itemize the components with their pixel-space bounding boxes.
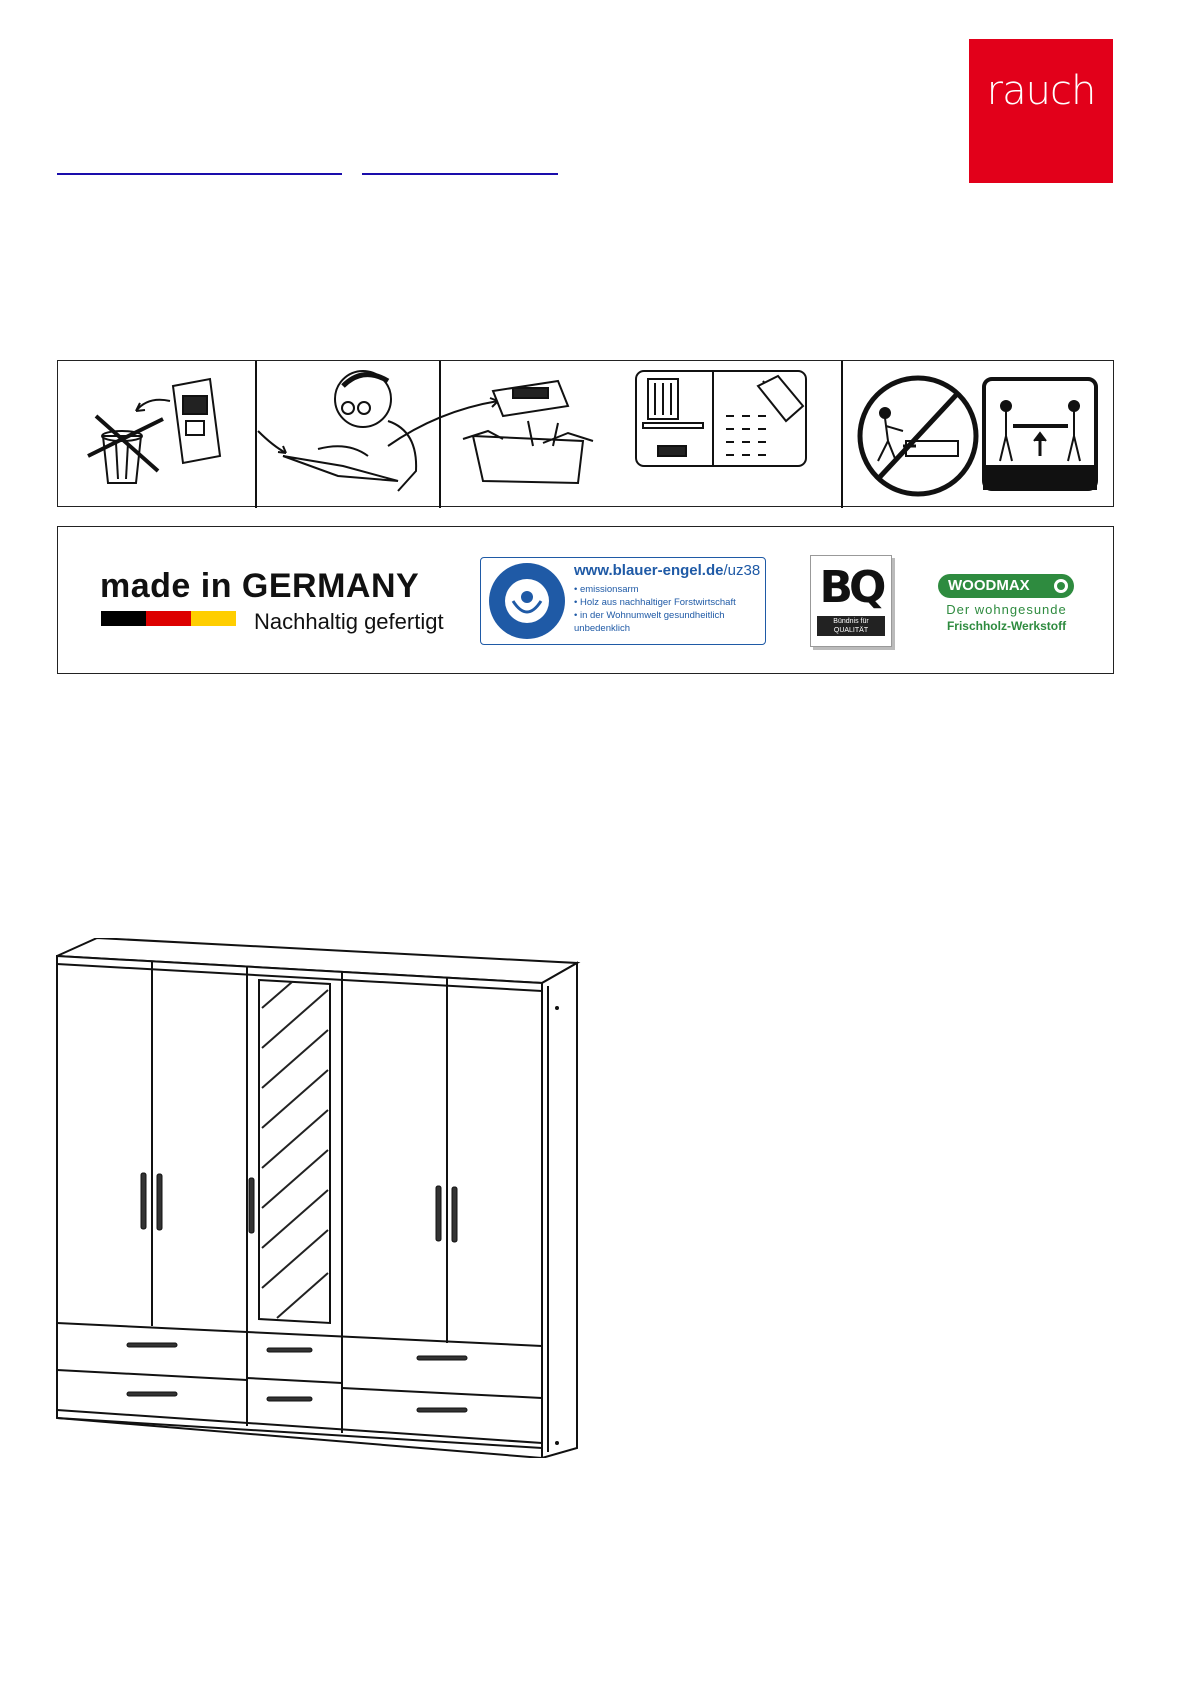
list-item: • Holz aus nachhaltiger Forstwirtschaft bbox=[574, 596, 765, 609]
german-flag-stripe bbox=[101, 611, 236, 626]
trash-crossed-icon bbox=[88, 379, 220, 483]
wardrobe-illustration bbox=[52, 938, 582, 1463]
lift-together-icon bbox=[984, 379, 1096, 489]
wardrobe-drawing bbox=[52, 938, 582, 1458]
instruction-symbols-strip bbox=[57, 360, 1114, 507]
blauer-engel-badge bbox=[480, 557, 766, 645]
rauch-logo bbox=[969, 39, 1113, 183]
no-drag-icon bbox=[860, 378, 976, 494]
bq-badge bbox=[810, 555, 892, 647]
woodmax-dot-icon bbox=[1054, 579, 1068, 593]
link-underline-2[interactable] bbox=[362, 173, 558, 175]
blauer-engel-criteria bbox=[574, 583, 765, 635]
made-in-germany-subtitle: Nachhaltig gefertigt bbox=[254, 609, 444, 634]
blauer-engel-seal-icon bbox=[487, 561, 567, 641]
woodmax-line2: Frischholz-Werkstoff bbox=[946, 619, 1067, 633]
list-item: • in der Wohnumwelt gesundheitlich unbedenklich bbox=[574, 609, 765, 635]
woodmax-line1: Der wohngesunde bbox=[946, 602, 1067, 617]
made-in-germany-title: made in GERMANY bbox=[100, 567, 420, 605]
certification-badges bbox=[57, 526, 1114, 674]
instruction-symbols-svg bbox=[58, 361, 1115, 508]
link-underline-1[interactable] bbox=[57, 173, 342, 175]
file-documents-icon bbox=[463, 371, 806, 483]
list-item: • emissionsarm bbox=[574, 583, 765, 596]
blauer-engel-url: www.blauer-engel.de/uz38 bbox=[574, 562, 761, 579]
bq-letters: BQ bbox=[819, 562, 883, 613]
woodmax-logo: WOODMAX bbox=[938, 574, 1074, 598]
logo-text: rauch bbox=[986, 68, 1096, 114]
bq-subtitle: Bündnis für QUALITÄT bbox=[817, 616, 885, 636]
read-instructions-icon bbox=[258, 371, 498, 491]
